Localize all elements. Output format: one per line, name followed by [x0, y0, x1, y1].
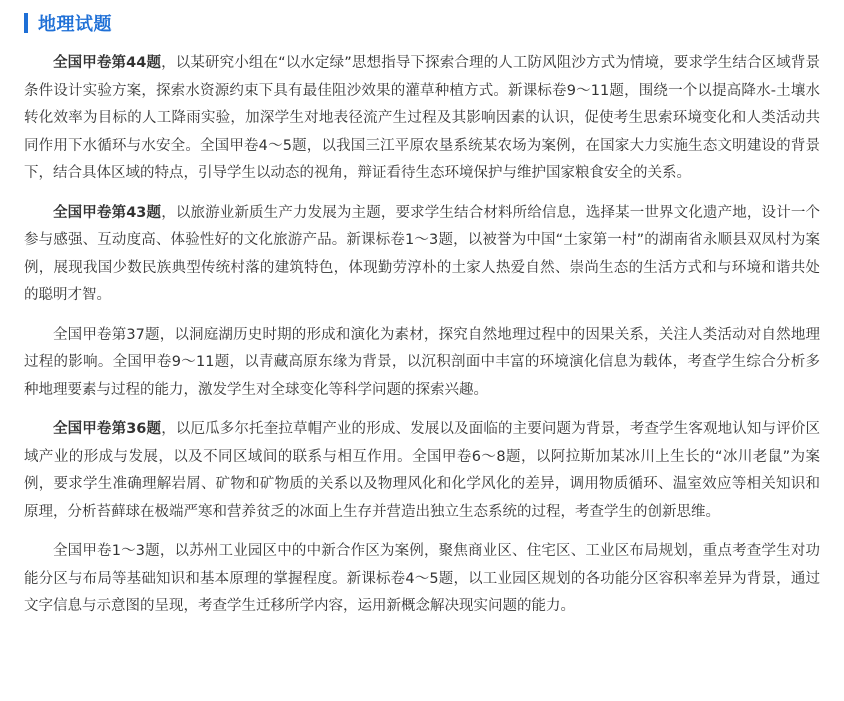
paragraph-text: ，以厄瓜多尔托奎拉草帽产业的形成、发展以及面临的主要问题为背景，考查学生客观地认知与评价区域产业的形成与发展，以及不同区域间的联系与相互作用。全国甲卷6～8题，以阿拉斯加某冰川上生长的“冰川老鼠”为案例，要求学生准确理解岩屑、矿物和矿物质的关系以及物理风化和化学风化的差异，调用物质循环、温室效应等相关知识和原理，分析苔藓球在极端严寒和营养贫乏的冰面上生存并营造出独立生态系统的过程，考查学生的创新思维。	[24, 421, 820, 520]
paragraph-5	[24, 538, 820, 621]
paragraph-2	[24, 200, 820, 310]
paragraph-text: ，以洞庭湖历史时期的形成和演化为素材，探究自然地理过程中的因果关系，关注人类活动对自然地理过程的影响。全国甲卷9～11题，以青藏高原东缘为背景，以沉积剖面中丰富的环境演化信息为载体，考查学生综合分析多种地理要素与过程的能力，激发学生对全球变化等科学问题的探索兴趣。	[24, 326, 821, 398]
section-accent-bar	[24, 13, 28, 33]
paragraph-lead: 全国甲卷第44题	[53, 55, 162, 71]
paragraph-4	[24, 416, 820, 526]
paragraph-3	[24, 322, 820, 405]
paragraph-lead: 全国甲卷第36题	[53, 421, 162, 437]
paragraph-text: ，以某研究小组在“以水定绿”思想指导下探索合理的人工防风阻沙方式为情境，要求学生结合区域背景条件设计实验方案，探索水资源约束下具有最佳阻沙效果的灌草种植方式。新课标卷9～11题，围绕一个以提高降水-土壤水转化效率为目标的人工降雨实验，加深学生对地表径流产生过程及其影响因素的认识，促使考生思索环境变化和人类活动共同作用下水循环与水安全。全国甲卷4～5题，以我国三江平原农垦系统某农场为案例，在国家大力实施生态文明建设的背景下，结合具体区域的特点，引导学生以动态的视角，辩证看待生态环境保护与维护国家粮食安全的关系。	[24, 55, 820, 181]
section-header	[24, 12, 820, 34]
paragraph-lead: 全国甲卷第37题	[53, 326, 160, 343]
paragraph-text: ，以苏州工业园区中的中新合作区为案例，聚焦商业区、住宅区、工业区布局规划，重点考查学生对功能分区与布局等基础知识和基本原理的掌握程度。新课标卷4～5题，以工业园区规划的各功能分区容积率差异为背景，通过文字信息与示意图的呈现，考查学生迁移所学内容，运用新概念解决现实问题的能力。	[24, 543, 820, 614]
paragraph-lead: 全国甲卷1～3题	[53, 543, 160, 559]
paragraph-lead: 全国甲卷第43题	[53, 204, 162, 221]
paragraph-text: ，以旅游业新质生产力发展为主题，要求学生结合材料所给信息，选择某一世界文化遗产地，设计一个参与感强、互动度高、体验性好的文化旅游产品。新课标卷1～3题，以被誉为中国“土家第一村”的湖南省永顺县双凤村为案例，展现我国少数民族典型传统村落的建筑特色，体现勤劳淳朴的土家人热爱自然、崇尚生态的生活方式和与环境和谐共处的聪明才智。	[24, 204, 820, 303]
section-title: 地理试题	[38, 14, 112, 35]
paragraph-1	[24, 50, 820, 188]
